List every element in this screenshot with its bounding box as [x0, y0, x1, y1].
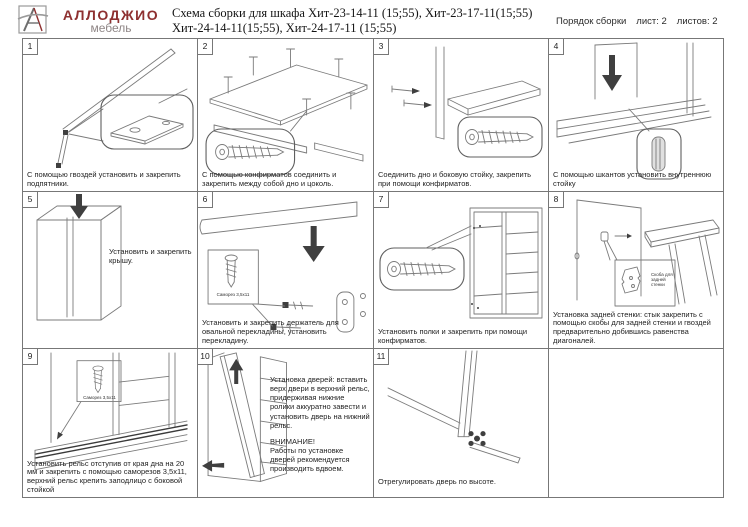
step-1-panel	[23, 39, 197, 191]
step-4-drawing	[549, 39, 723, 191]
page-title-line2: Хит-24-14-11(15;55), Хит-24-17-11 (15;55)	[172, 21, 397, 35]
step-caption: С помощью конфирматов соединить и закрепить между собой дно и цоколь.	[202, 170, 337, 189]
step-10-panel	[198, 349, 373, 497]
step-caption: Установить и закрепить держатель для овальной перекладины, установить перекладину.	[202, 318, 339, 346]
warning-title: ВНИМАНИЕ!	[270, 436, 315, 446]
step-number: 7	[374, 192, 389, 208]
step-number: 10	[198, 349, 213, 365]
step-3-panel	[374, 39, 548, 191]
step-number: 8	[549, 192, 564, 208]
page-title-line1: Схема сборки для шкафа Хит-23-14-11 (15;55), Хит-23-17-11(15;55)	[172, 6, 533, 20]
step-8-panel	[549, 192, 723, 348]
step-caption: Установка задней стенки: стык закрепить с помощью скобы для задней стенки и гвоздей предварительно добившись равенства диагоналей.	[553, 309, 711, 346]
step-number: 4	[549, 39, 564, 55]
step-5-panel	[23, 192, 197, 348]
down-arrow-icon	[70, 194, 88, 219]
step-5-drawing	[23, 192, 197, 348]
up-arrow-icon	[229, 359, 243, 384]
step-11-drawing	[374, 349, 548, 497]
step-number: 9	[23, 349, 38, 365]
brand-subtitle: мебель	[90, 21, 132, 35]
step-caption: С помощью шкантов установить внутреннюю стойку	[553, 170, 712, 189]
step-caption: Отрегулировать дверь по высоте.	[378, 477, 496, 487]
step-number: 1	[23, 39, 38, 55]
step-caption: Установка дверей: вставить верх двери в верхний рельс, придерживая нижние ролики аккуратно завести и установить дверь на нижний рельс.	[270, 375, 370, 430]
sheets-total: листов: 2	[676, 16, 718, 27]
step-caption: Установить и закрепить крышу.	[109, 247, 192, 265]
step-caption: Установить рельс отступив от края дна на 20 мм и закрепить с помощью саморезов 3,5х11, верхний рельс крепить заподлицо с боковой стойкой	[27, 458, 187, 495]
order-title: Порядок сборки	[556, 16, 627, 27]
step-6-panel	[198, 192, 373, 348]
step-4-panel	[549, 39, 723, 191]
left-arrow-icon	[202, 460, 224, 472]
brand-name: АЛЛОДЖИО	[62, 7, 160, 23]
down-arrow-icon	[602, 55, 622, 91]
step-2-panel	[198, 39, 373, 191]
step-number: 3	[374, 39, 389, 55]
step-number: 5	[23, 192, 38, 208]
step-7-panel	[374, 192, 548, 348]
step-number: 6	[198, 192, 213, 208]
bracket-label: Скоба для задней стенки	[651, 272, 673, 288]
step-caption-block	[270, 375, 370, 473]
step-7-drawing	[374, 192, 548, 348]
sheet-order-info	[556, 16, 731, 27]
step-number: 2	[198, 39, 213, 55]
brand-logo-icon	[17, 4, 49, 36]
warning-text: Работы по установке дверей рекомендуется производить вдвоем.	[270, 445, 350, 474]
step-11-panel	[374, 349, 548, 497]
screw-size-label: Саморез 3,5х11	[216, 292, 250, 297]
screw-size-label: Саморез 3,5х11	[83, 395, 116, 400]
step-caption: С помощью гвоздей установить и закрепить подпятники.	[27, 170, 181, 189]
step-3-drawing	[374, 39, 548, 191]
step-9-panel	[23, 349, 197, 497]
step-number: 11	[374, 349, 389, 365]
step-1-drawing	[23, 39, 197, 191]
assembly-grid	[22, 38, 724, 498]
sheet-number: лист: 2	[636, 16, 667, 27]
step-2-drawing	[198, 39, 373, 191]
empty-panel	[549, 349, 723, 497]
page-title	[172, 6, 552, 36]
down-arrow-icon	[303, 226, 325, 262]
step-caption: Соединить дно и боковую стойку, закрепить при помощи конфирматов.	[378, 170, 532, 189]
step-caption: Установить полки и закрепить при помощи конфирматов.	[378, 327, 528, 346]
